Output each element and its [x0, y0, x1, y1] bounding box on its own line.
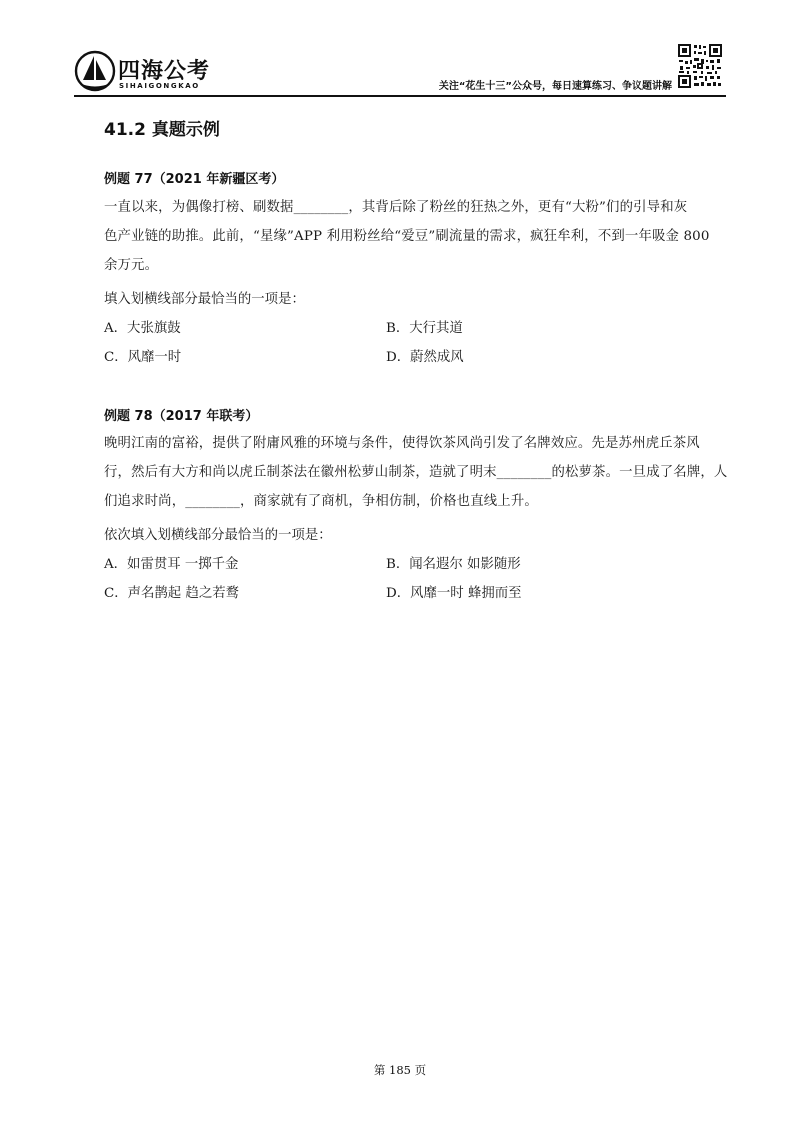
logo-wordmark: 四海公考: [118, 59, 211, 84]
example-77-option-d[interactable]: D．蔚然成风: [386, 350, 464, 365]
example-77-passage: [104, 193, 724, 280]
page-number: 第 185 页: [373, 1063, 427, 1077]
qr-code-icon: [677, 43, 723, 89]
passage-line: 行，然后有大方和尚以虎丘制茶法在徽州松萝山制茶，造就了明末________的松萝茶。一旦成了名牌，人: [104, 465, 728, 480]
passage-line: 们追求时尚，________，商家就有了商机，争相仿制，价格也直线上升。: [104, 494, 538, 509]
example-77-option-b[interactable]: B．大行其道: [386, 321, 463, 336]
passage-line: 色产业链的助推。此前，“星缘”APP 利用粉丝给“爱豆”刷流量的需求，疯狂牟利，不到一年吸金 800: [104, 229, 710, 244]
example-78-option-c[interactable]: C．声名鹊起 趋之若鹜: [104, 586, 240, 601]
brand-logo: [74, 50, 244, 96]
example-77-prompt: 填入划横线部分最恰当的一项是：: [104, 292, 305, 307]
example-78-option-d[interactable]: D．风靡一时 蜂拥而至: [386, 586, 522, 601]
passage-line: 一直以来，为偶像打榜、刷数据________，其背后除了粉丝的狂热之外，更有“大粉”们的引导和灰: [104, 200, 688, 215]
example-77-heading: 例题 77（2021 年新疆区考）: [104, 172, 285, 187]
passage-line: 晚明江南的富裕，提供了附庸风雅的环境与条件，使得饮茶风尚引发了名牌效应。先是苏州虎丘茶风: [104, 436, 700, 451]
sailboat-logo-icon: [74, 50, 116, 92]
example-78-heading: 例题 78（2017 年联考）: [104, 409, 259, 424]
logo-subtitle: SIHAIGONGKAO: [119, 82, 200, 90]
example-78-option-b[interactable]: B．闻名遐尔 如影随形: [386, 557, 521, 572]
header-slogan: 关注“花生十三”公众号，每日速算练习、争议题讲解: [438, 81, 672, 92]
example-78-prompt: 依次填入划横线部分最恰当的一项是：: [104, 528, 332, 543]
page-header: [0, 0, 800, 100]
example-78-option-a[interactable]: A．如雷贯耳 一掷千金: [104, 557, 239, 572]
example-77-option-a[interactable]: A．大张旗鼓: [104, 321, 181, 336]
section-title: 41.2 真题示例: [104, 120, 220, 140]
header-divider: [74, 95, 726, 97]
example-78-passage: [104, 429, 728, 516]
passage-line: 余万元。: [104, 258, 159, 273]
example-77-option-c[interactable]: C．风靡一时: [104, 350, 182, 365]
